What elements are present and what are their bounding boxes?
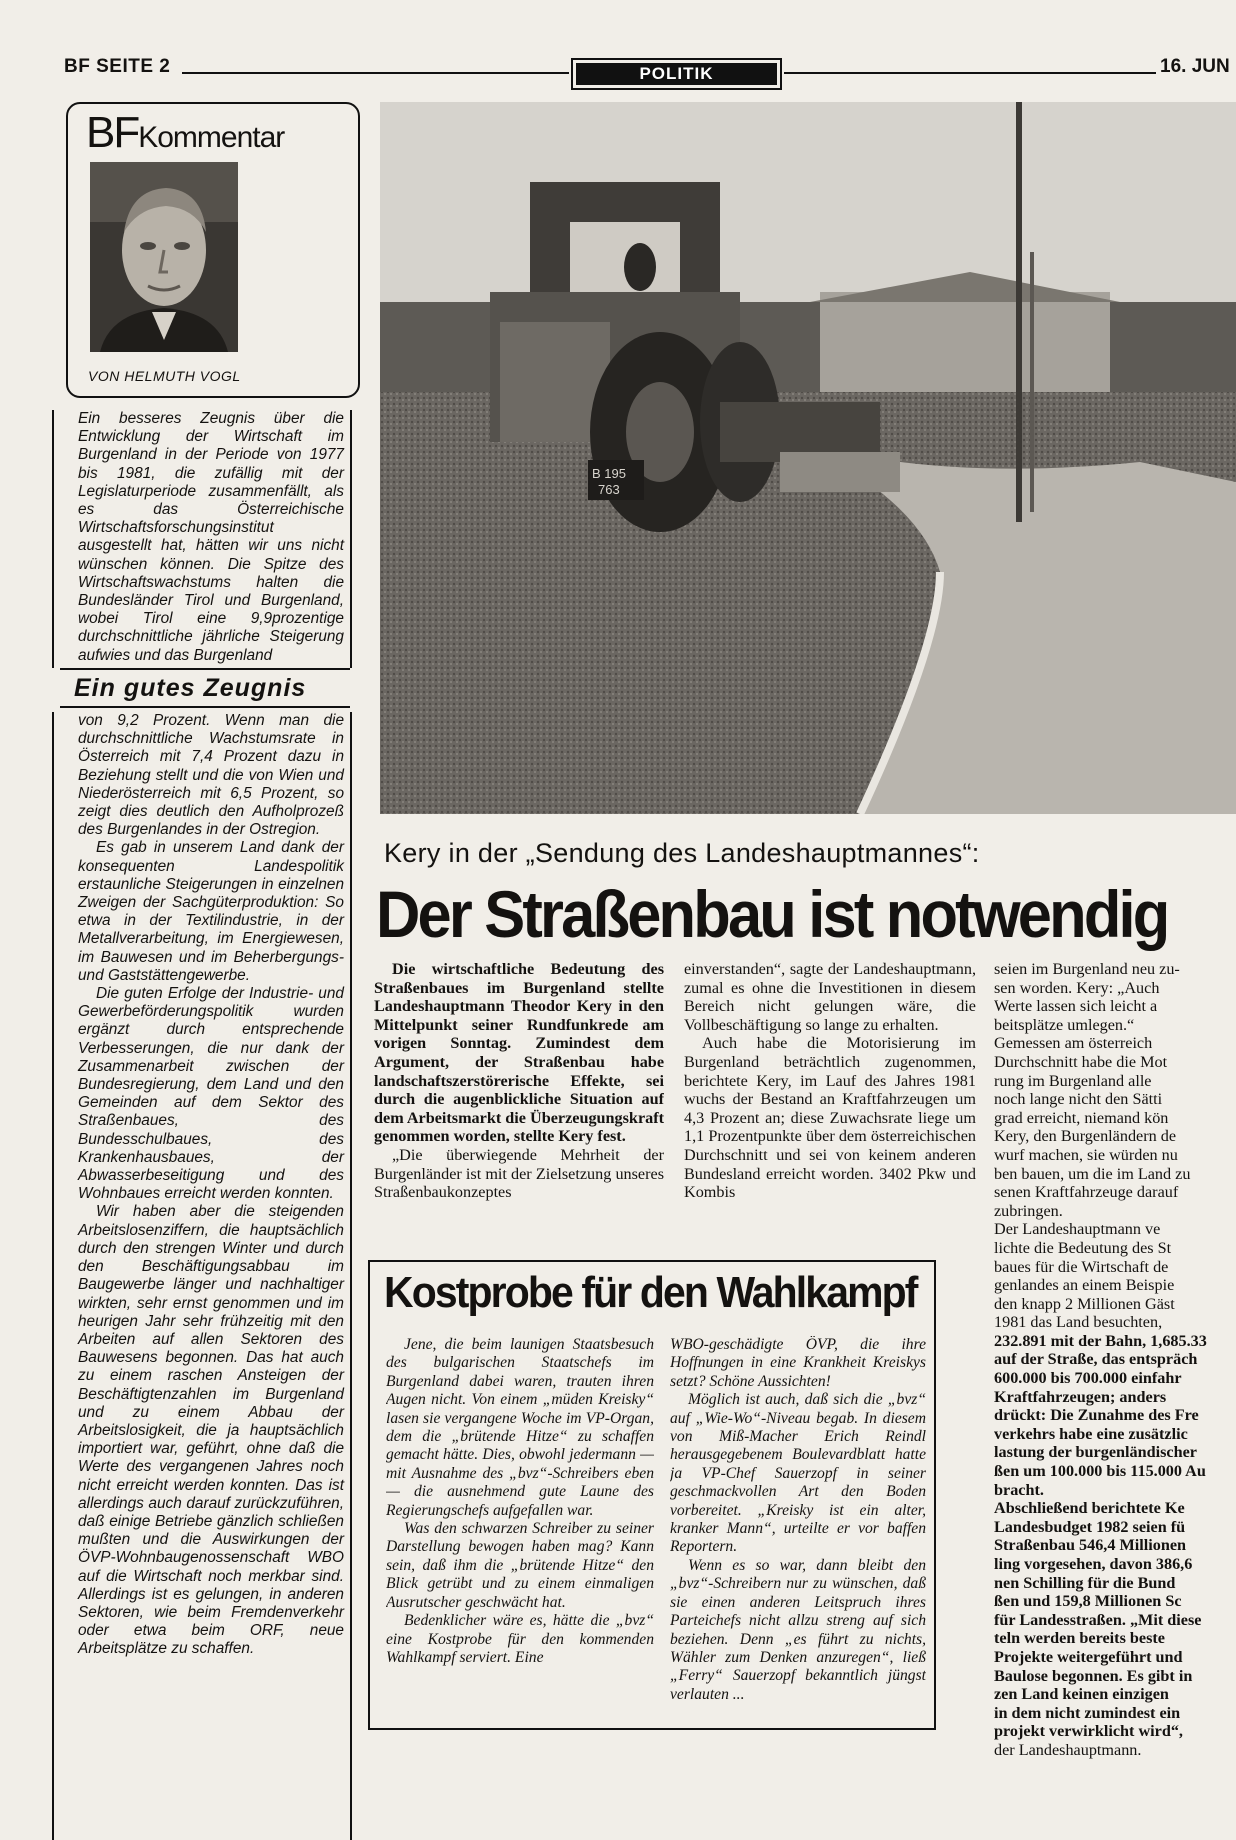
article-col3-line: genlandes an einem Beispie — [994, 1276, 1175, 1295]
article-lead: Die wirtschaftliche Bedeutung des Straßenbaues im Burgenland stellte Landeshauptmann Theodor Kery in den Mittelpunkt seiner Rundfunkrede am vorigen Sonntag. Zumindest dem Argument, der Straßenbau habe landschaftszerstörerische Effekte, sei durch die augenblickliche Situation auf dem Arbeitsmarkt die Überzeugungskraft genommen worden, stellte Kery fest. — [374, 960, 664, 1146]
article-col3-line: auf der Straße, das entspräch — [994, 1350, 1198, 1369]
kostprobe-paragraph: WBO-geschädigte ÖVP, die ihre Hoffnungen in eine Krankheit Kreiskys setzt? Schöne Aussichten! — [670, 1336, 926, 1390]
article-column-2 — [684, 960, 976, 1242]
article-col3-line: drückt: Die Zunahme des Fre — [994, 1406, 1199, 1425]
header-rule-right — [784, 72, 1156, 74]
commentary-paragraph: Die guten Erfolge der Industrie- und Gewerbeförderungspolitik wurden ergänzt durch entsprechende Verbesserungen, die nur dank der Zusammenarbeit zwischen der Bundesregierung, dem Land und den Gemeinden auf dem Sektor des Straßenbaues, des Bundesschulbaues, des Krankenhausbaues, der Abwasserbeseitigung und des Wohnbaues erreicht werden konnten. — [78, 985, 344, 1203]
article-col3-line: für Landesstraßen. „Mit diese — [994, 1610, 1202, 1629]
article-col3-line: Baulose begonnen. Es gibt in — [994, 1666, 1193, 1685]
page-label: BF SEITE 2 — [64, 56, 171, 77]
article-kicker: Kery in der „Sendung des Landeshauptmannes“: — [384, 838, 980, 868]
article-col3-line: wurf machen, sie würden nu — [994, 1145, 1178, 1164]
kostprobe-paragraph: Jene, die beim launigen Staatsbesuch des bulgarischen Staatschefs im Burgenland dabei waren, trauten ihren Augen nicht. Von einem „müden Kreisky“ lasen sie vergangene Woche im VP-Organ, dem die „brütende Hitze“ zu schaffen gemacht hätte. Dies, obwohl jedermann — mit Ausnahme des „bvz“-Schreibers eben — die ausnehmend gute Laune des Regierungschefs aufgefallen war. — [386, 1336, 654, 1519]
commentary-paragraph: Es gab in unserem Land dank der konsequenten Landespolitik erstaunliche Steigerungen in einzelnen Zweigen der Sachgüterproduktion: So etwa in der Textilindustrie, in der Metallverarbeitung, im Energiewesen, im Bauwesen und im Beherbergungs- und Gaststättengewerbe. — [78, 839, 344, 984]
article-column-3 — [994, 960, 1236, 1780]
kostprobe-column-2 — [670, 1336, 926, 1720]
article-col3-line: verkehrs habe eine zusätzlic — [994, 1424, 1188, 1443]
issue-date: 16. JUN — [1160, 56, 1230, 77]
section-rubric-label: POLITIK — [576, 63, 777, 85]
article-col3-line: Durchschnitt habe die Mot — [994, 1052, 1168, 1071]
photo-image — [380, 102, 1236, 814]
article-col3-line: der Landeshauptmann. — [994, 1740, 1142, 1759]
article-col3-line: bracht. — [994, 1480, 1044, 1499]
commentary-brand-word: Kommentar — [138, 121, 285, 154]
article-paragraph: Auch habe die Motorisierung im Burgenland beträchtlich zugenommen, berichtete Kery, im Lauf des Jahres 1981 wuchs der Bestand an Kraftfahrzeugen um 4,3 Prozent an; diese Zuwachsrate liege um 1,1 Prozentpunkte über dem österreichischen Durchschnitt und sei von keinem anderen Bundesland erreicht worden. 3402 Pkw und Kombis — [684, 1034, 976, 1202]
article-paragraph: „Die überwiegende Mehrheit der Burgenländer ist mit der Zielsetzung unseres Straßenbaukonzeptes — [374, 1145, 664, 1202]
plate-line-1: B 195 — [592, 466, 626, 481]
portrait-image — [90, 162, 238, 352]
commentary-brand — [86, 108, 284, 158]
kostprobe-headline: Kostprobe für den Wahlkampf — [384, 1268, 917, 1317]
article-col3-line: Kery, den Burgenländern de — [994, 1127, 1177, 1146]
article-col3-line: noch lange nicht den Sätti — [994, 1090, 1163, 1109]
article-col3-line: ßen um 100.000 bis 115.000 Au — [994, 1462, 1206, 1481]
article-col3-line: zubringen. — [994, 1201, 1063, 1220]
article-paragraph: einverstanden“, sagte der Landeshauptmann, zumal es ohne die Investitionen in diesem Bereich nicht gelungen wäre, die Vollbeschäftigung so lange zu erhalten. — [684, 960, 976, 1034]
commentary-intro-text: Ein besseres Zeugnis über die Entwicklung der Wirtschaft im Burgenland in der Periode von 1977 bis 1981, die zufällig mit der Legislaturperiode zusammenfällt, als es das Österreichische Wirtschaftsforschungsinstitut ausgestellt hat, hätten wir uns nicht wünschen können. Die Spitze des Wirtschaftswachstums halten die Bundesländer Tirol und Burgenland, wobei Tirol eine 9,9prozentige durchschnittliche jährliche Steigerung aufwies und das Burgenland — [78, 410, 344, 664]
article-col3-line: lastung der burgenländischer — [994, 1443, 1197, 1462]
article-col3-line: Projekte weitergeführt und — [994, 1647, 1183, 1666]
article-column-1 — [374, 960, 664, 1242]
article-col3-line: sen worden. Kery: „Auch — [994, 978, 1160, 997]
article-col3-line: grad erreicht, niemand kön — [994, 1108, 1169, 1127]
article-col3-line: 232.891 mit der Bahn, 1,685.33 — [994, 1331, 1207, 1350]
article-col3-line: zen Land keinen einzigen — [994, 1685, 1169, 1704]
author-portrait — [90, 162, 238, 352]
article-col3-line: ben bauen, um die im Land zu — [994, 1164, 1191, 1183]
article-col3-line: nen Schilling für die Bund — [994, 1573, 1176, 1592]
kostprobe-paragraph: Was den schwarzen Schreiber zu seiner Darstellung bewogen haben mag? Kann sein, daß ihm die „brütende Hitze“ den Blick getrübt und zu einem einmaligen Ausrutscher geschwächt hat. — [386, 1520, 654, 1611]
article-col3-line: 600.000 bis 700.000 einfahr — [994, 1369, 1182, 1388]
commentary-subhead: Ein gutes Zeugnis — [60, 668, 350, 708]
article-col3-line: Abschließend berichtete Ke — [994, 1499, 1185, 1518]
article-col3-line: baues für die Wirtschaft de — [994, 1257, 1169, 1276]
commentary-intro-column — [52, 410, 352, 668]
article-col3-line: lichte die Bedeutung des St — [994, 1238, 1172, 1257]
article-col3-line: Kraftfahrzeugen; anders — [994, 1387, 1167, 1406]
article-col3-line: beitsplätze umlegen.“ — [994, 1015, 1135, 1034]
kostprobe-paragraph: Bedenklicher wäre es, hätte die „bvz“ eine Kostprobe für den kommenden Wahlkampf serviert. Eine — [386, 1612, 654, 1666]
article-col3-line: projekt verwirklicht wird“, — [994, 1722, 1183, 1741]
kostprobe-paragraph: Wenn es so war, dann bleibt den „bvz“-Schreibern nur zu wünschen, daß sie einen anderen Leitspruch ihres Parteichefs nicht allzu streng auf sich beziehen. Denn „es führt zu nichts, Wähler zum Denken anzuregen“, ließ „Ferry“ Sauerzopf bekanntlich jüngst verlauten ... — [670, 1556, 926, 1703]
header-rule-left — [182, 72, 569, 74]
article-col3-line: teln werden bereits beste — [994, 1629, 1165, 1648]
plate-line-2: 763 — [598, 482, 620, 497]
article-col3-line: ling vorgesehen, davon 386,6 — [994, 1555, 1193, 1573]
article-col3-line: Werte lassen sich leicht a — [994, 997, 1158, 1016]
road-grader-photo — [380, 102, 1236, 814]
article-col3-line: senen Kraftfahrzeuge darauf — [994, 1183, 1179, 1202]
article-col3-line: in dem nicht zumindest ein — [994, 1703, 1181, 1722]
article-col3-line: rung im Burgenland alle — [994, 1071, 1152, 1090]
commentary-brand-bf: BF — [86, 108, 139, 157]
article-col3-line: seien im Burgenland neu zu- — [994, 960, 1180, 978]
section-rubric — [571, 58, 782, 90]
article-col3-line: ßen und 159,8 Millionen Sc — [994, 1592, 1182, 1611]
commentary-paragraph: von 9,2 Prozent. Wenn man die durchschnittliche Wachstumsrate in Österreich mit 7,4 Prozent dazu in Beziehung stellt und die von Wien und Niederösterreich mit 6,5 Prozent, so zeigt dies deutlich den Aufholprozeß des Burgenlandes in der Ostregion. — [78, 712, 344, 839]
article-col3-line: 1981 das Land besuchten, — [994, 1313, 1163, 1332]
author-byline: VON HELMUTH VOGL — [88, 368, 241, 384]
commentary-paragraph: Wir haben aber die steigenden Arbeitslosenziffern, die hauptsächlich durch den strengen Winter und durch den Beschäftigungsabbau im Baugewerbe länger und nachhaltiger wirkten, sehr ernst genommen und im heurigen Jahr sehr frühzeitig mit den Arbeiten auf allen Sektoren des Bauwesens begonnen. Das hat auch zu einem raschen Ansteigen der Beschäftigtenzahlen im Burgenland und zu einem Abbau der Arbeitslosigkeit, die ja hauptsächlich importiert war, geführt, ohne daß die Werte des vergangenen Jahres noch nicht erreicht werden konnten. Das ist allerdings auch darauf zurückzuführen, daß einige Betriebe gänzlich schließen mußten und die Auswirkungen der ÖVP-Wohnbaugenossenschaft WBO auf die Wirtschaft noch merkbar sind. Allerdings ist es gelungen, in anderen Sektoren, wie beim Fremdenverkehr oder etwa beim ORF, neue Arbeitsplätze zu schaffen. — [78, 1203, 344, 1658]
article-headline: Der Straßenbau ist notwendig — [376, 877, 1168, 951]
kostprobe-column-1 — [386, 1336, 654, 1720]
article-col3-line: Gemessen am österreich — [994, 1034, 1153, 1053]
article-col3-line: Landesbudget 1982 seien fü — [994, 1517, 1186, 1536]
article-col3-line: den knapp 2 Millionen Gäst — [994, 1294, 1175, 1313]
article-col3-line: Der Landeshauptmann ve — [994, 1220, 1161, 1239]
article-col3-line: Straßenbau 546,4 Millionen — [994, 1536, 1187, 1555]
commentary-body-column — [52, 712, 352, 1840]
kostprobe-paragraph: Möglich ist auch, daß sich die „bvz“ auf „Wie-Wo“-Niveau begab. In diesem von Miß-Macher Erich Reindl herausgegebenem Boulevardblatt hatte ja VP-Chef Sauerzopf in seiner geschmackvollen Art den Boden vorbereitet. „Kreisky ist ein alter, kranker Mann“, urteilte er vor baffen Reportern. — [670, 1391, 926, 1556]
